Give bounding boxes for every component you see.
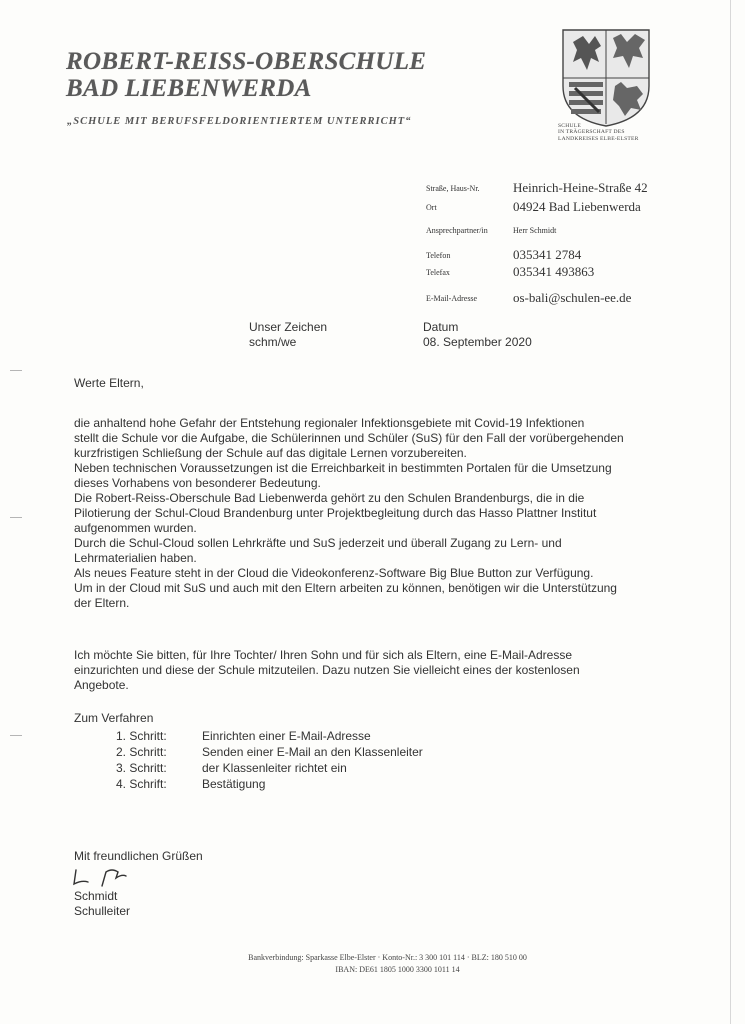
text-line: Angebote. bbox=[74, 678, 129, 692]
bank-details: Bankverbindung: Sparkasse Elbe-Elster · Konto-Nr.: 3 300 101 114 · BLZ: 180 510 00 bbox=[248, 953, 527, 962]
city-label: Ort bbox=[426, 203, 437, 212]
punch-mark bbox=[10, 517, 22, 518]
text-line: die anhaltend hohe Gefahr der Entstehung regionaler Infektionsgebiete mit Covid-19 Infektionen bbox=[74, 416, 585, 430]
text-line: Ich möchte Sie bitten, für Ihre Tochter/ Ihren Sohn und für sich als Eltern, eine E-Mail-Adresse bbox=[74, 648, 573, 662]
crest-caption-line: LANDKREISES ELBE-ELSTER bbox=[558, 135, 639, 142]
handwritten-signature bbox=[72, 866, 132, 890]
text-line: kurzfristigen Schließung der Schule auf das digitale Lernen vorzubereiten. bbox=[74, 446, 467, 460]
step-number: 3. Schritt: bbox=[116, 761, 167, 775]
district-crest-icon bbox=[561, 28, 651, 128]
school-name-line1: ROBERT-REISS-OBERSCHULE bbox=[66, 48, 427, 75]
phone-value: 035341 2784 bbox=[513, 247, 582, 262]
step-number: 2. Schritt: bbox=[116, 745, 167, 759]
date-label: Datum bbox=[423, 320, 459, 334]
procedure-heading: Zum Verfahren bbox=[74, 711, 154, 725]
text-line: Um in der Cloud mit SuS und auch mit den Eltern arbeiten zu können, benötigen wir die Unterstützung bbox=[74, 581, 617, 595]
fold-mark bbox=[10, 735, 22, 736]
page-edge-line bbox=[730, 0, 731, 1024]
signer-title: Schulleiter bbox=[74, 904, 131, 918]
reference-sign bbox=[249, 320, 327, 350]
reference-sign-label: Unser Zeichen bbox=[249, 320, 328, 334]
contact-person-value: Herr Schmidt bbox=[513, 226, 557, 235]
paragraph-2 bbox=[74, 648, 580, 693]
signer-name: Schmidt bbox=[74, 889, 118, 903]
bank-footer bbox=[0, 952, 745, 976]
closing: Mit freundlichen Grüßen bbox=[74, 849, 203, 863]
signer bbox=[74, 889, 130, 919]
reference-sign-value: schm/we bbox=[249, 335, 297, 349]
text-line: stellt die Schule vor die Aufgabe, die Schülerinnen und Schüler (SuS) für den Fall der vorübergehenden bbox=[74, 431, 624, 445]
text-line: Als neues Feature steht in der Cloud die Videokonferenz-Software Big Blue Button zur Verfügung. bbox=[74, 566, 594, 580]
street-label: Straße, Haus-Nr. bbox=[426, 184, 480, 193]
fold-mark bbox=[10, 370, 22, 371]
text-line: Neben technischen Voraussetzungen ist die Erreichbarkeit in bestimmten Portalen für die Umsetzung bbox=[74, 461, 612, 475]
reference-date bbox=[423, 320, 532, 350]
school-motto: „SCHULE MIT BERUFSFELDORIENTIERTEM UNTERRICHT“ bbox=[67, 116, 412, 127]
step-text: Einrichten einer E-Mail-Adresse bbox=[202, 729, 371, 743]
crest-caption bbox=[558, 123, 639, 142]
fax-value: 035341 493863 bbox=[513, 264, 595, 279]
text-line: aufgenommen wurden. bbox=[74, 521, 197, 535]
salutation: Werte Eltern, bbox=[74, 376, 144, 390]
school-name-line2: BAD LIEBENWERDA bbox=[66, 75, 312, 102]
step-number: 1. Schritt: bbox=[116, 729, 167, 743]
email-value: os-bali@schulen-ee.de bbox=[513, 290, 632, 305]
step-text: Senden einer E-Mail an den Klassenleiter bbox=[202, 745, 423, 759]
text-line: einzurichten und diese der Schule mitzuteilen. Dazu nutzen Sie vielleicht eines der kostenlosen bbox=[74, 663, 580, 677]
text-line: Durch die Schul-Cloud sollen Lehrkräfte und SuS jederzeit und überall Zugang zu Lern- und bbox=[74, 536, 562, 550]
text-line: dieses Vorhabens von besonderer Bedeutung. bbox=[74, 476, 321, 490]
step-text: Bestätigung bbox=[202, 777, 266, 791]
step-number: 4. Schrift: bbox=[116, 777, 167, 791]
school-name bbox=[66, 48, 426, 102]
text-line: Lehrmaterialien haben. bbox=[74, 551, 197, 565]
crest-caption-line: SCHULE bbox=[558, 123, 581, 129]
contact-person-label: Ansprechpartner/in bbox=[426, 226, 488, 235]
text-line: der Eltern. bbox=[74, 596, 130, 610]
crest-caption-line: IN TRÄGERSCHAFT DES bbox=[558, 129, 625, 136]
step-text: der Klassenleiter richtet ein bbox=[202, 761, 347, 775]
iban: IBAN: DE61 1805 1000 3300 1011 14 bbox=[335, 965, 460, 974]
street-value: Heinrich-Heine-Straße 42 bbox=[513, 180, 648, 195]
date-value: 08. September 2020 bbox=[423, 335, 532, 349]
paragraph-1 bbox=[74, 416, 624, 611]
text-line: Pilotierung der Schul-Cloud Brandenburg unter Projektbegleitung durch das Hasso Plattner Institut bbox=[74, 506, 597, 520]
email-label: E-Mail-Adresse bbox=[426, 294, 478, 303]
city-value: 04924 Bad Liebenwerda bbox=[513, 199, 641, 214]
fax-label: Telefax bbox=[426, 268, 450, 277]
phone-label: Telefon bbox=[426, 251, 451, 260]
text-line: Die Robert-Reiss-Oberschule Bad Liebenwerda gehört zu den Schulen Brandenburgs, die in die bbox=[74, 491, 585, 505]
